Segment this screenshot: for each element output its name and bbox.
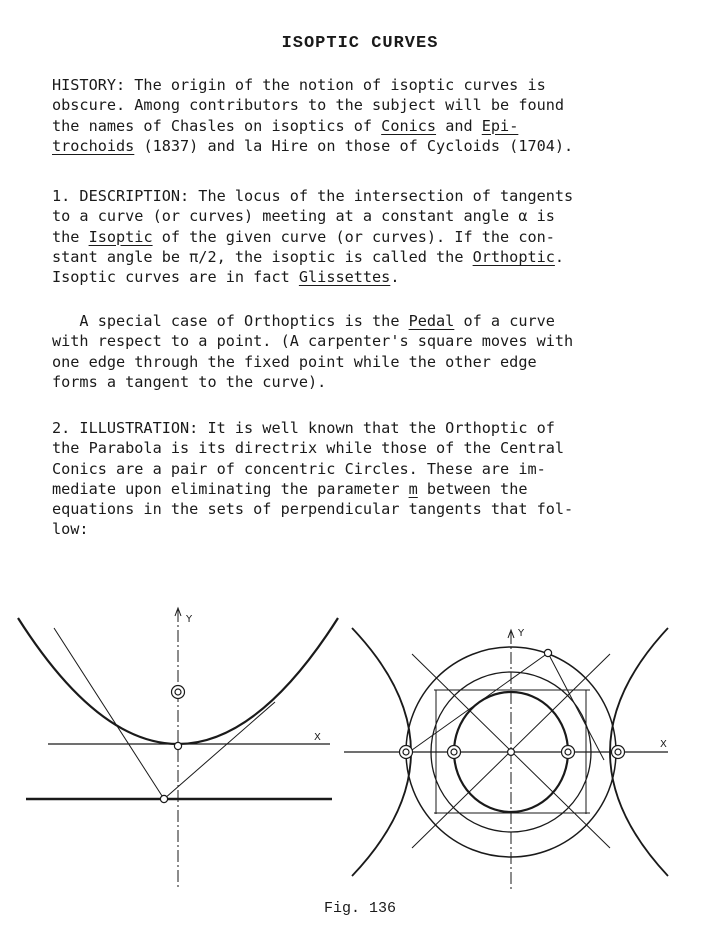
underlined-term: Isoptic bbox=[88, 227, 153, 246]
text-line bbox=[52, 459, 682, 479]
text-run: the names of Chasles on isoptics of bbox=[52, 116, 382, 135]
underlined-term: trochoids bbox=[52, 136, 135, 155]
text-line bbox=[52, 438, 682, 458]
text-line bbox=[52, 206, 682, 226]
right-y-axis-label: Y bbox=[518, 628, 525, 639]
text-run: low: bbox=[52, 520, 89, 539]
left-y-axis-label: Y bbox=[186, 614, 193, 625]
underlined-term: m bbox=[408, 479, 418, 498]
vertex-point bbox=[174, 742, 181, 749]
text-run: 2. ILLUSTRATION: It is well known that the Orthoptic of bbox=[52, 419, 555, 437]
text-run: of a curve bbox=[454, 312, 555, 330]
text-run: equations in the sets of perpendicular tangents that fol- bbox=[52, 500, 574, 519]
text-line bbox=[52, 227, 682, 247]
text-run: between the bbox=[417, 479, 528, 498]
illustration-paragraph bbox=[52, 418, 682, 540]
text-run: to a curve (or curves) meeting at a constant angle α is bbox=[52, 207, 555, 226]
left-x-axis-label: X bbox=[314, 732, 321, 743]
underlined-term: Glissettes bbox=[298, 268, 391, 287]
underlined-term: Orthoptic bbox=[472, 247, 555, 266]
text-run: obscure. Among contributors to the subject will be found bbox=[52, 96, 565, 115]
text-run: one edge through the fixed point while the other edge bbox=[52, 352, 537, 371]
description-paragraph bbox=[52, 186, 682, 287]
text-run: mediate upon eliminating the parameter bbox=[52, 479, 409, 498]
text-line bbox=[52, 372, 682, 392]
text-run: and bbox=[436, 116, 482, 135]
underlined-term: Pedal bbox=[408, 312, 455, 330]
text-run: (1837) and la Hire on those of Cycloids (1704). bbox=[134, 136, 574, 155]
tangent-left bbox=[54, 628, 164, 799]
text-line bbox=[52, 116, 682, 136]
text-line bbox=[52, 352, 682, 372]
text-run: the Parabola is its directrix while those of the Central bbox=[52, 439, 565, 458]
page-title: ISOPTIC CURVES bbox=[281, 34, 439, 53]
underlined-term: Epi- bbox=[481, 116, 519, 135]
right-x-axis-label: X bbox=[660, 739, 667, 750]
text-run: 1. DESCRIPTION: The locus of the intersection of tangents bbox=[52, 187, 574, 205]
text-line bbox=[52, 95, 682, 115]
directrix-point bbox=[160, 795, 167, 802]
text-line bbox=[52, 331, 682, 351]
text-run: HISTORY: The origin of the notion of isoptic curves is bbox=[52, 76, 546, 94]
text-line bbox=[52, 267, 682, 287]
text-run: of the given curve (or curves). If the con- bbox=[152, 227, 555, 246]
central-conics-figure bbox=[344, 628, 668, 890]
text-line bbox=[52, 136, 682, 156]
text-run: with respect to a point. (A carpenter's square moves with bbox=[52, 332, 574, 351]
text-run: forms a tangent to the curve). bbox=[52, 372, 327, 391]
text-line bbox=[52, 311, 682, 331]
underlined-term: Conics bbox=[381, 116, 437, 135]
text-line bbox=[52, 519, 682, 539]
special-case-paragraph bbox=[52, 311, 682, 392]
text-run: Isoptic curves are in fact bbox=[52, 268, 299, 287]
tangent-right bbox=[164, 702, 275, 799]
text-run: stant angle be π/2, the isoptic is called the bbox=[52, 247, 473, 266]
text-run: the bbox=[52, 227, 89, 246]
text-line bbox=[52, 418, 682, 438]
text-line bbox=[52, 479, 682, 499]
text-run: . bbox=[554, 247, 565, 266]
text-run: Conics are a pair of concentric Circles. These are im- bbox=[52, 459, 546, 478]
text-line bbox=[52, 499, 682, 519]
figure-136 bbox=[0, 590, 720, 890]
text-line bbox=[52, 186, 682, 206]
text-line bbox=[52, 247, 682, 267]
text-line bbox=[52, 75, 682, 95]
parabola-figure bbox=[18, 608, 338, 890]
history-paragraph bbox=[52, 75, 682, 156]
orthoptic-point bbox=[544, 649, 551, 656]
text-run: A special case of Orthoptics is the bbox=[52, 312, 409, 330]
ortho-tangent-1 bbox=[412, 653, 548, 750]
figure-caption: Fig. 136 bbox=[323, 900, 396, 917]
center-point bbox=[508, 749, 515, 756]
text-run: . bbox=[390, 268, 400, 287]
